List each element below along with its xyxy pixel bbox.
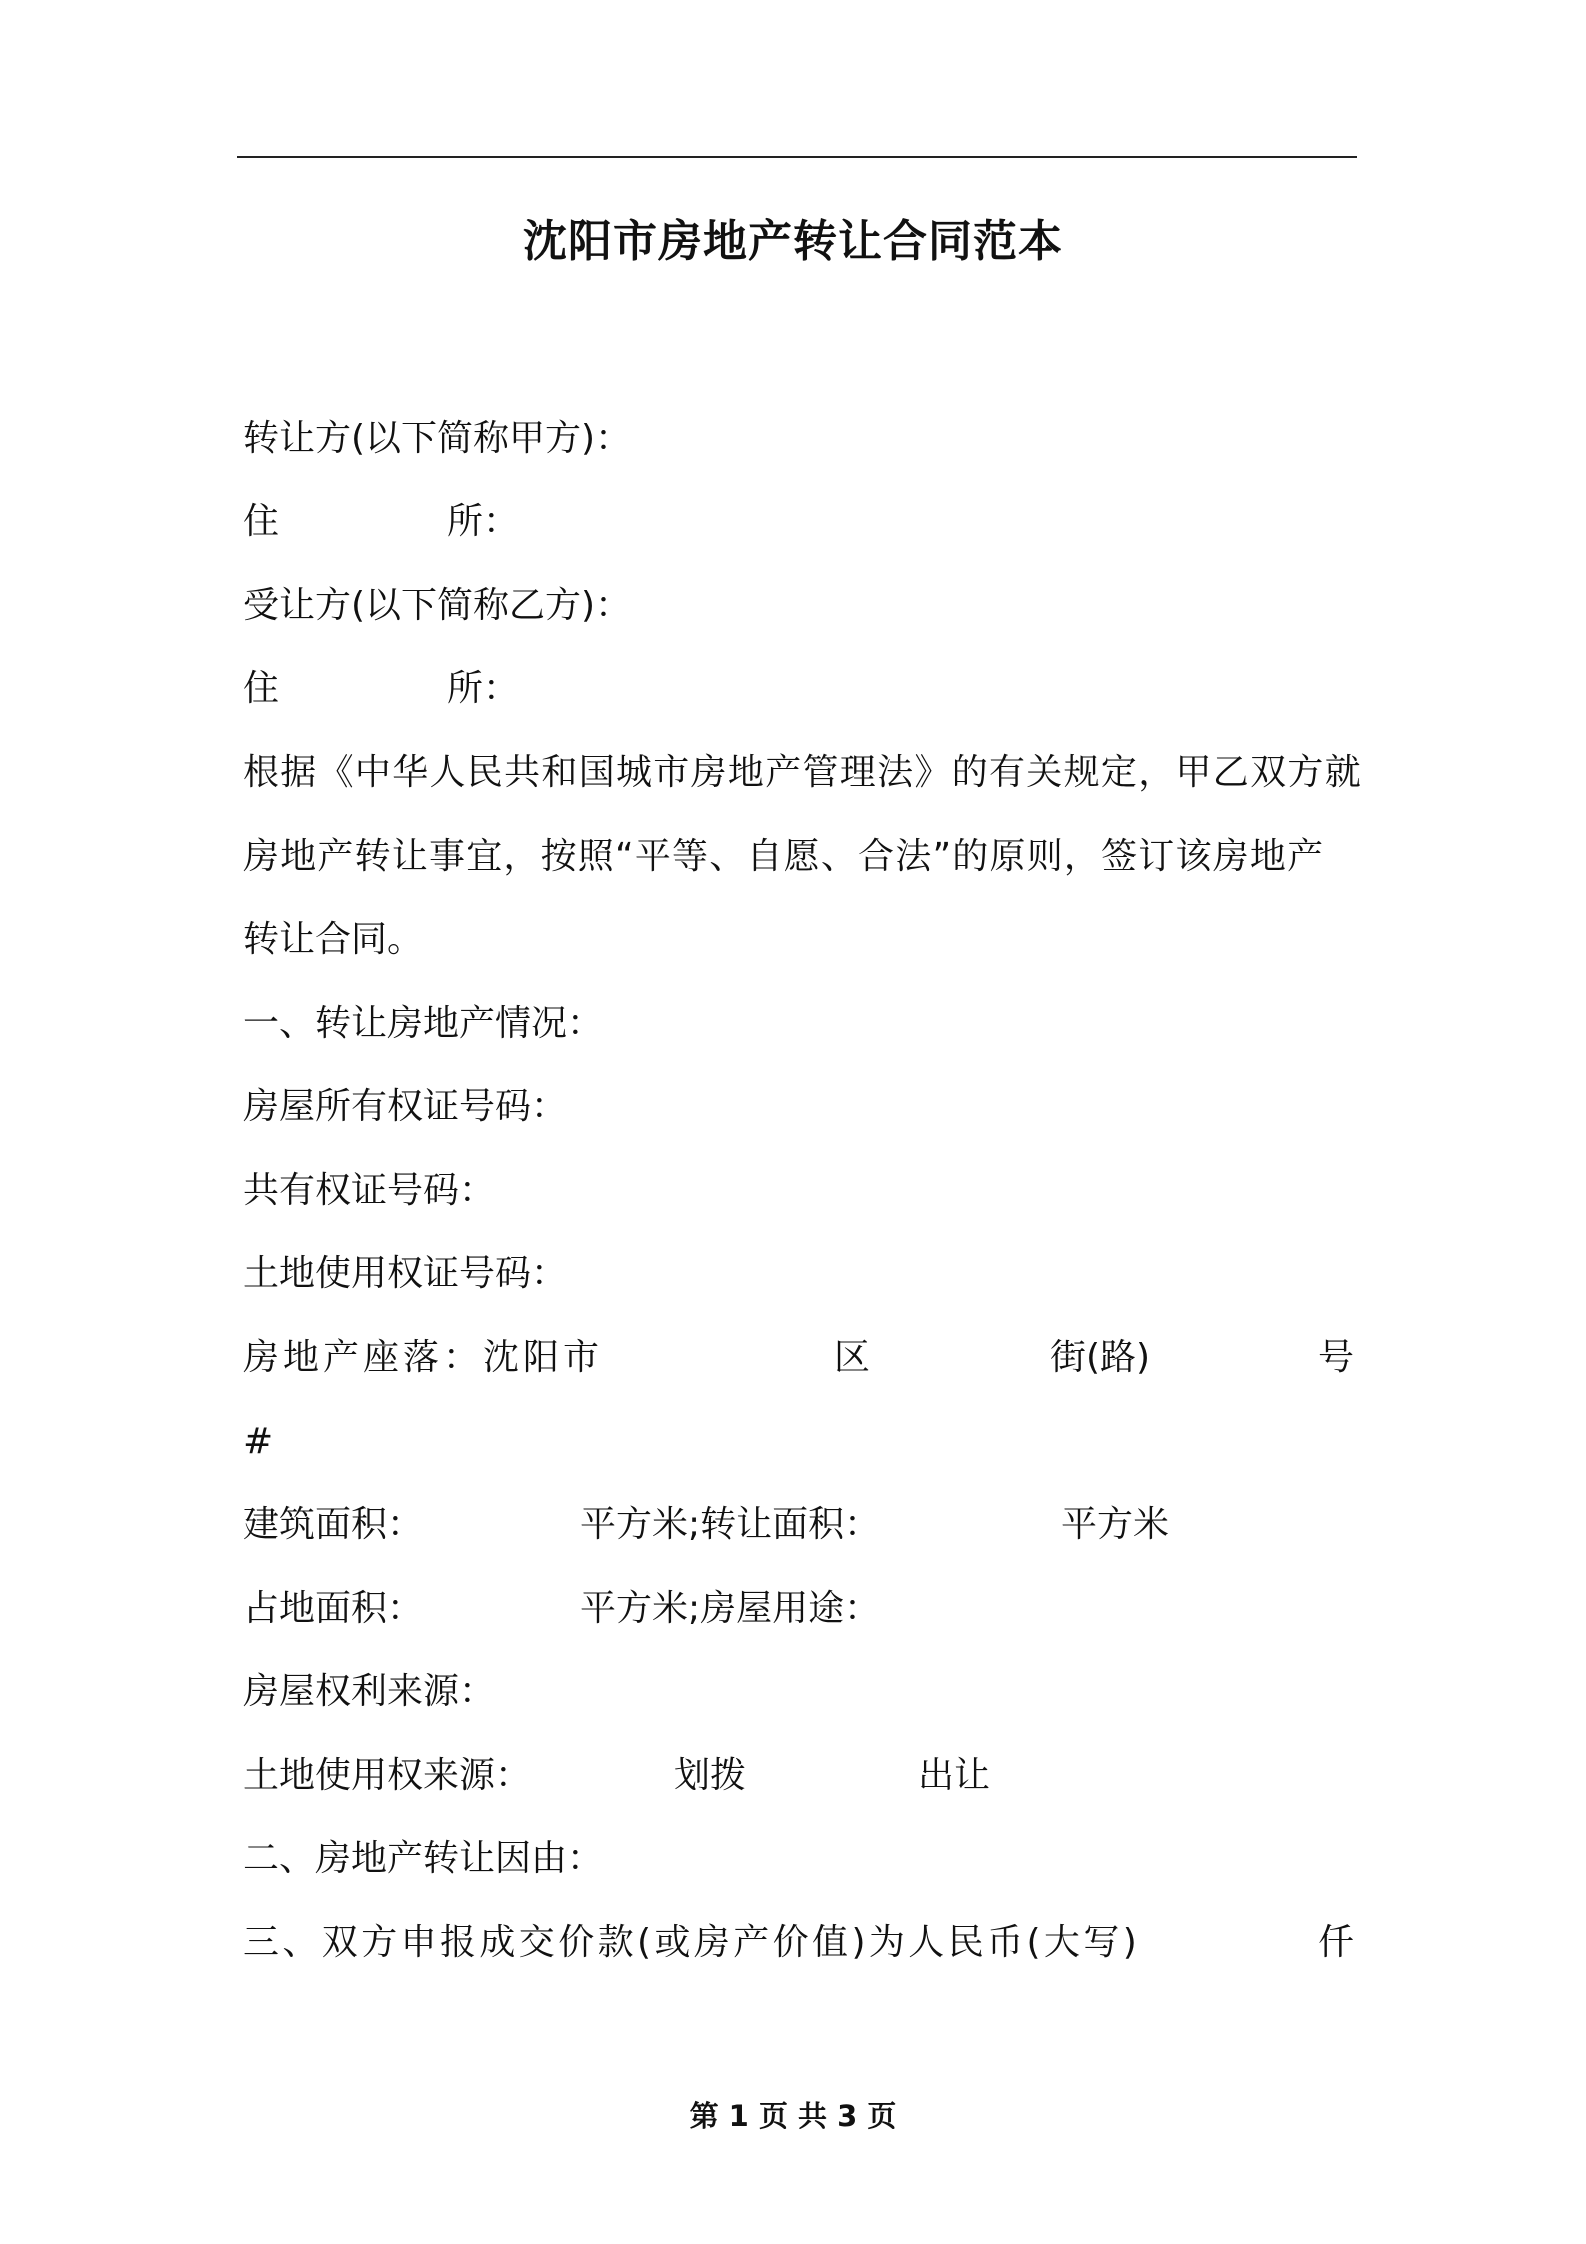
party-a-line: 转让方(以下简称甲方)： (243, 418, 632, 459)
section-2-heading: 二、房地产转让因由： (243, 1838, 604, 1879)
section-3-unit: 仟 (1318, 1922, 1355, 1963)
section-1-heading: 一、转让房地产情况： (243, 1003, 604, 1044)
page-footer: 第 1 页 共 3 页 (689, 2099, 897, 2133)
section-3-heading: 三、双方申报成交价款(或房产价值)为人民币(大写) (243, 1922, 1141, 1963)
ownership-cert-line: 房屋所有权证号码： (243, 1086, 568, 1127)
building-area-unit: 平方米;转让面积： (580, 1504, 881, 1545)
location-label: 房地产座落：沈阳市 (243, 1337, 604, 1378)
land-use-cert-line: 土地使用权证号码： (243, 1253, 568, 1294)
ownership-source-line: 房屋权利来源： (243, 1671, 496, 1712)
address-b-label-2: 所： (447, 668, 520, 709)
location-district: 区 (834, 1337, 871, 1378)
address-a-label-1: 住 (243, 501, 280, 542)
preamble-line-3: 转让合同。 (243, 919, 424, 960)
location-street: 街(路) (1050, 1337, 1151, 1378)
document-title: 沈阳市房地产转让合同范本 (523, 216, 1063, 267)
land-use-source-label: 土地使用权来源： (243, 1755, 532, 1796)
land-use-source-option-grant: 出让 (918, 1755, 991, 1796)
location-unit: # (243, 1421, 274, 1462)
address-a-label-2: 所： (447, 501, 520, 542)
preamble-line-1: 根据《中华人民共和国城市房地产管理法》的有关规定，甲乙双方就 (243, 752, 1363, 793)
preamble-line-2: 房地产转让事宜，按照“平等、自愿、合法”的原则，签订该房地产 (243, 836, 1325, 877)
building-area-label: 建筑面积： (243, 1504, 424, 1545)
header-rule (237, 156, 1357, 158)
land-area-label: 占地面积： (243, 1588, 424, 1629)
co-ownership-cert-line: 共有权证号码： (243, 1170, 496, 1211)
land-use-source-option-allocation: 划拨 (674, 1755, 747, 1796)
location-number: 号 (1318, 1337, 1355, 1378)
transfer-area-unit: 平方米 (1061, 1504, 1170, 1545)
address-b-label-1: 住 (243, 668, 280, 709)
party-b-line: 受让方(以下简称乙方)： (243, 585, 632, 626)
land-area-unit: 平方米;房屋用途： (580, 1588, 881, 1629)
